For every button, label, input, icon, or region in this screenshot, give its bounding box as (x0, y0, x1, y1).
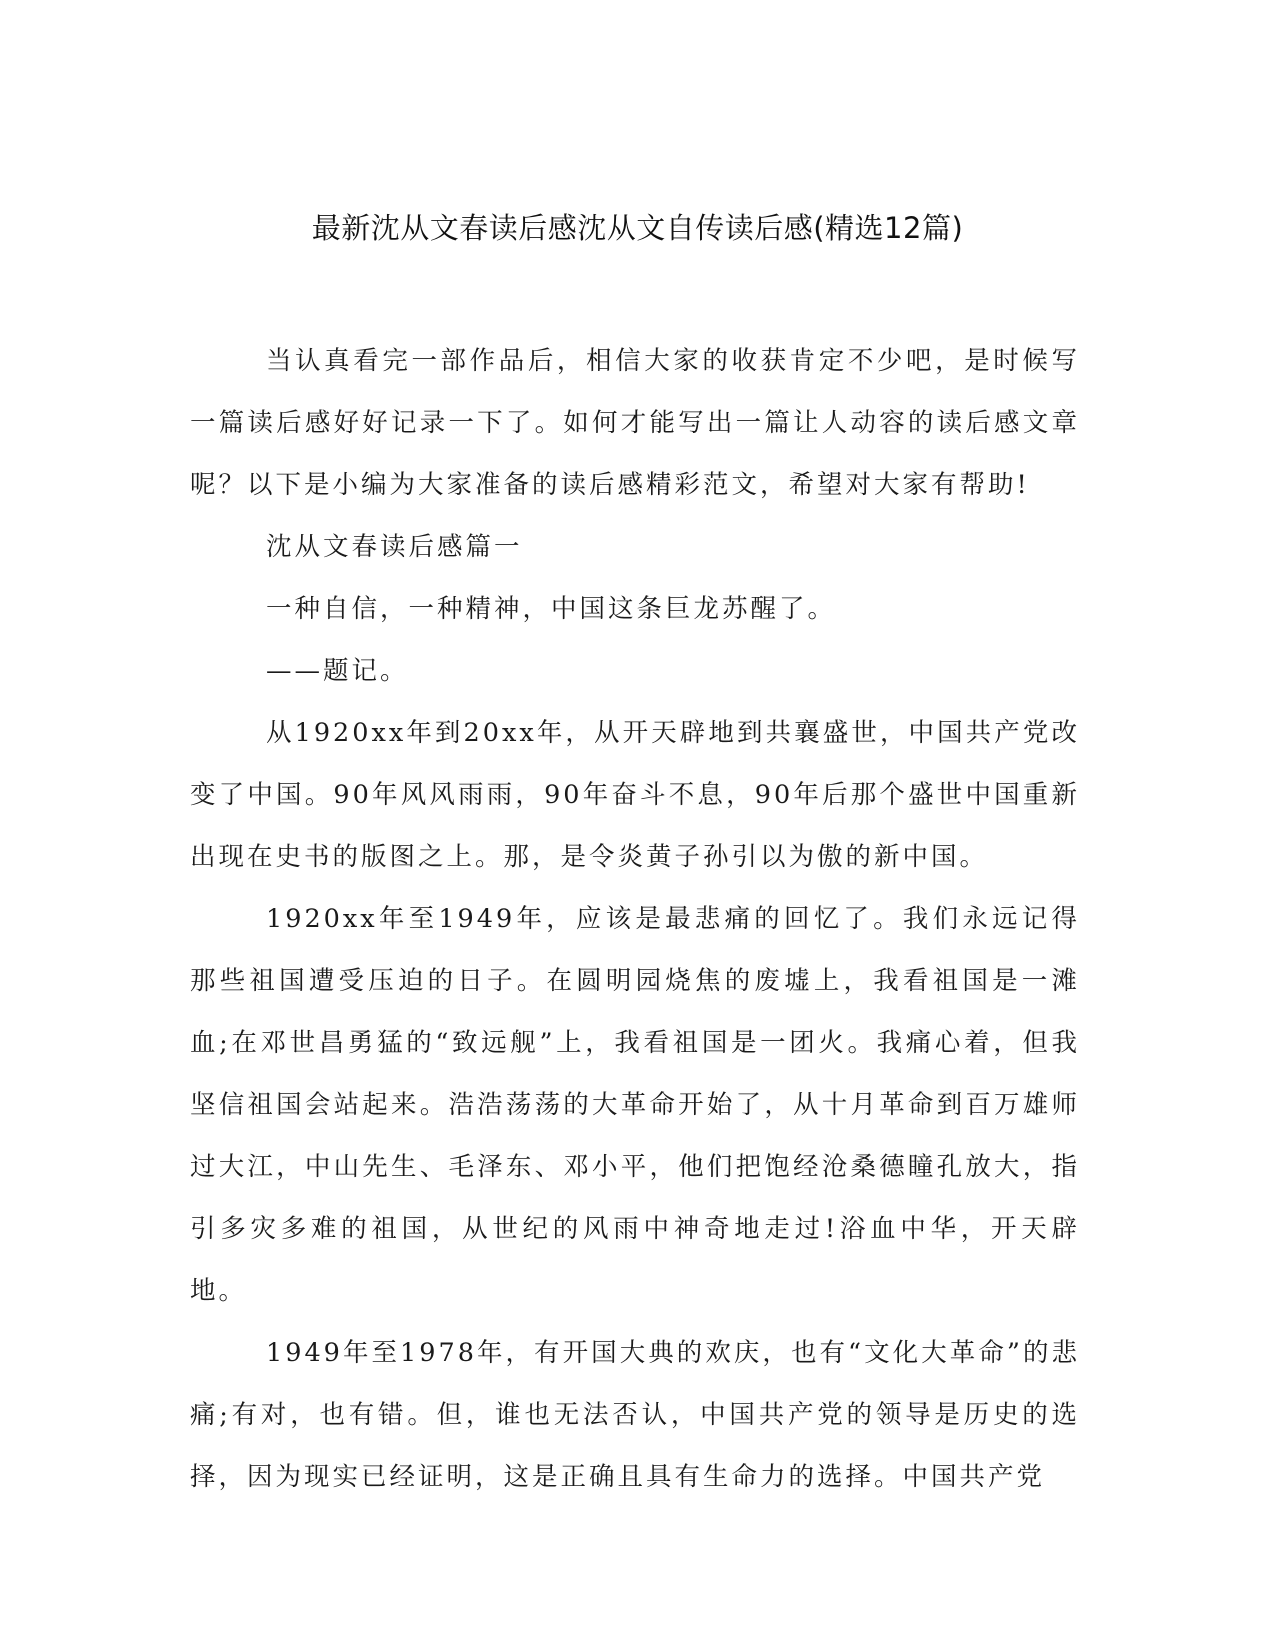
document-title: 最新沈从文春读后感沈从文自传读后感(精选12篇) (311, 211, 964, 245)
section-heading: 沈从文春读后感篇一 (266, 532, 523, 562)
document-body (190, 330, 1080, 1508)
intro-paragraph: 当认真看完一部作品后，相信大家的收获肯定不少吧，是时候写一篇读后感好好记录一下了。如何才能写出一篇让人动容的读后感文章呢？以下是小编为大家准备的读后感精彩范文，希望对大家有帮助! (190, 346, 1080, 500)
body-paragraph: 1949年至1978年，有开国大典的欢庆，也有“文化大革命”的悲痛;有对，也有错。但，谁也无法否认，中国共产党的领导是历史的选择，因为现实已经证明，这是正确且具有生命力的选择。中国共产党 (190, 1338, 1080, 1492)
body-paragraph: 从1920xx年到20xx年，从开天辟地到共襄盛世，中国共产党改变了中国。90年风风雨雨，90年奋斗不息，90年后那个盛世中国重新出现在史书的版图之上。那，是令炎黄子孙引以为傲的新中国。 (190, 718, 1080, 872)
epigraph-attribution: ——题记。 (266, 656, 409, 686)
body-paragraph: 1920xx年至1949年，应该是最悲痛的回忆了。我们永远记得那些祖国遭受压迫的日子。在圆明园烧焦的废墟上，我看祖国是一滩血;在邓世昌勇猛的“致远舰”上，我看祖国是一团火。我痛心着，但我坚信祖国会站起来。浩浩荡荡的大革命开始了，从十月革命到百万雄师过大江，中山先生、毛泽东、邓小平，他们把饱经沧桑德瞳孔放大，指引多灾多难的祖国，从世纪的风雨中神奇地走过!浴血中华，开天辟地。 (190, 904, 1080, 1306)
epigraph-line: 一种自信，一种精神，中国这条巨龙苏醒了。 (266, 594, 837, 624)
